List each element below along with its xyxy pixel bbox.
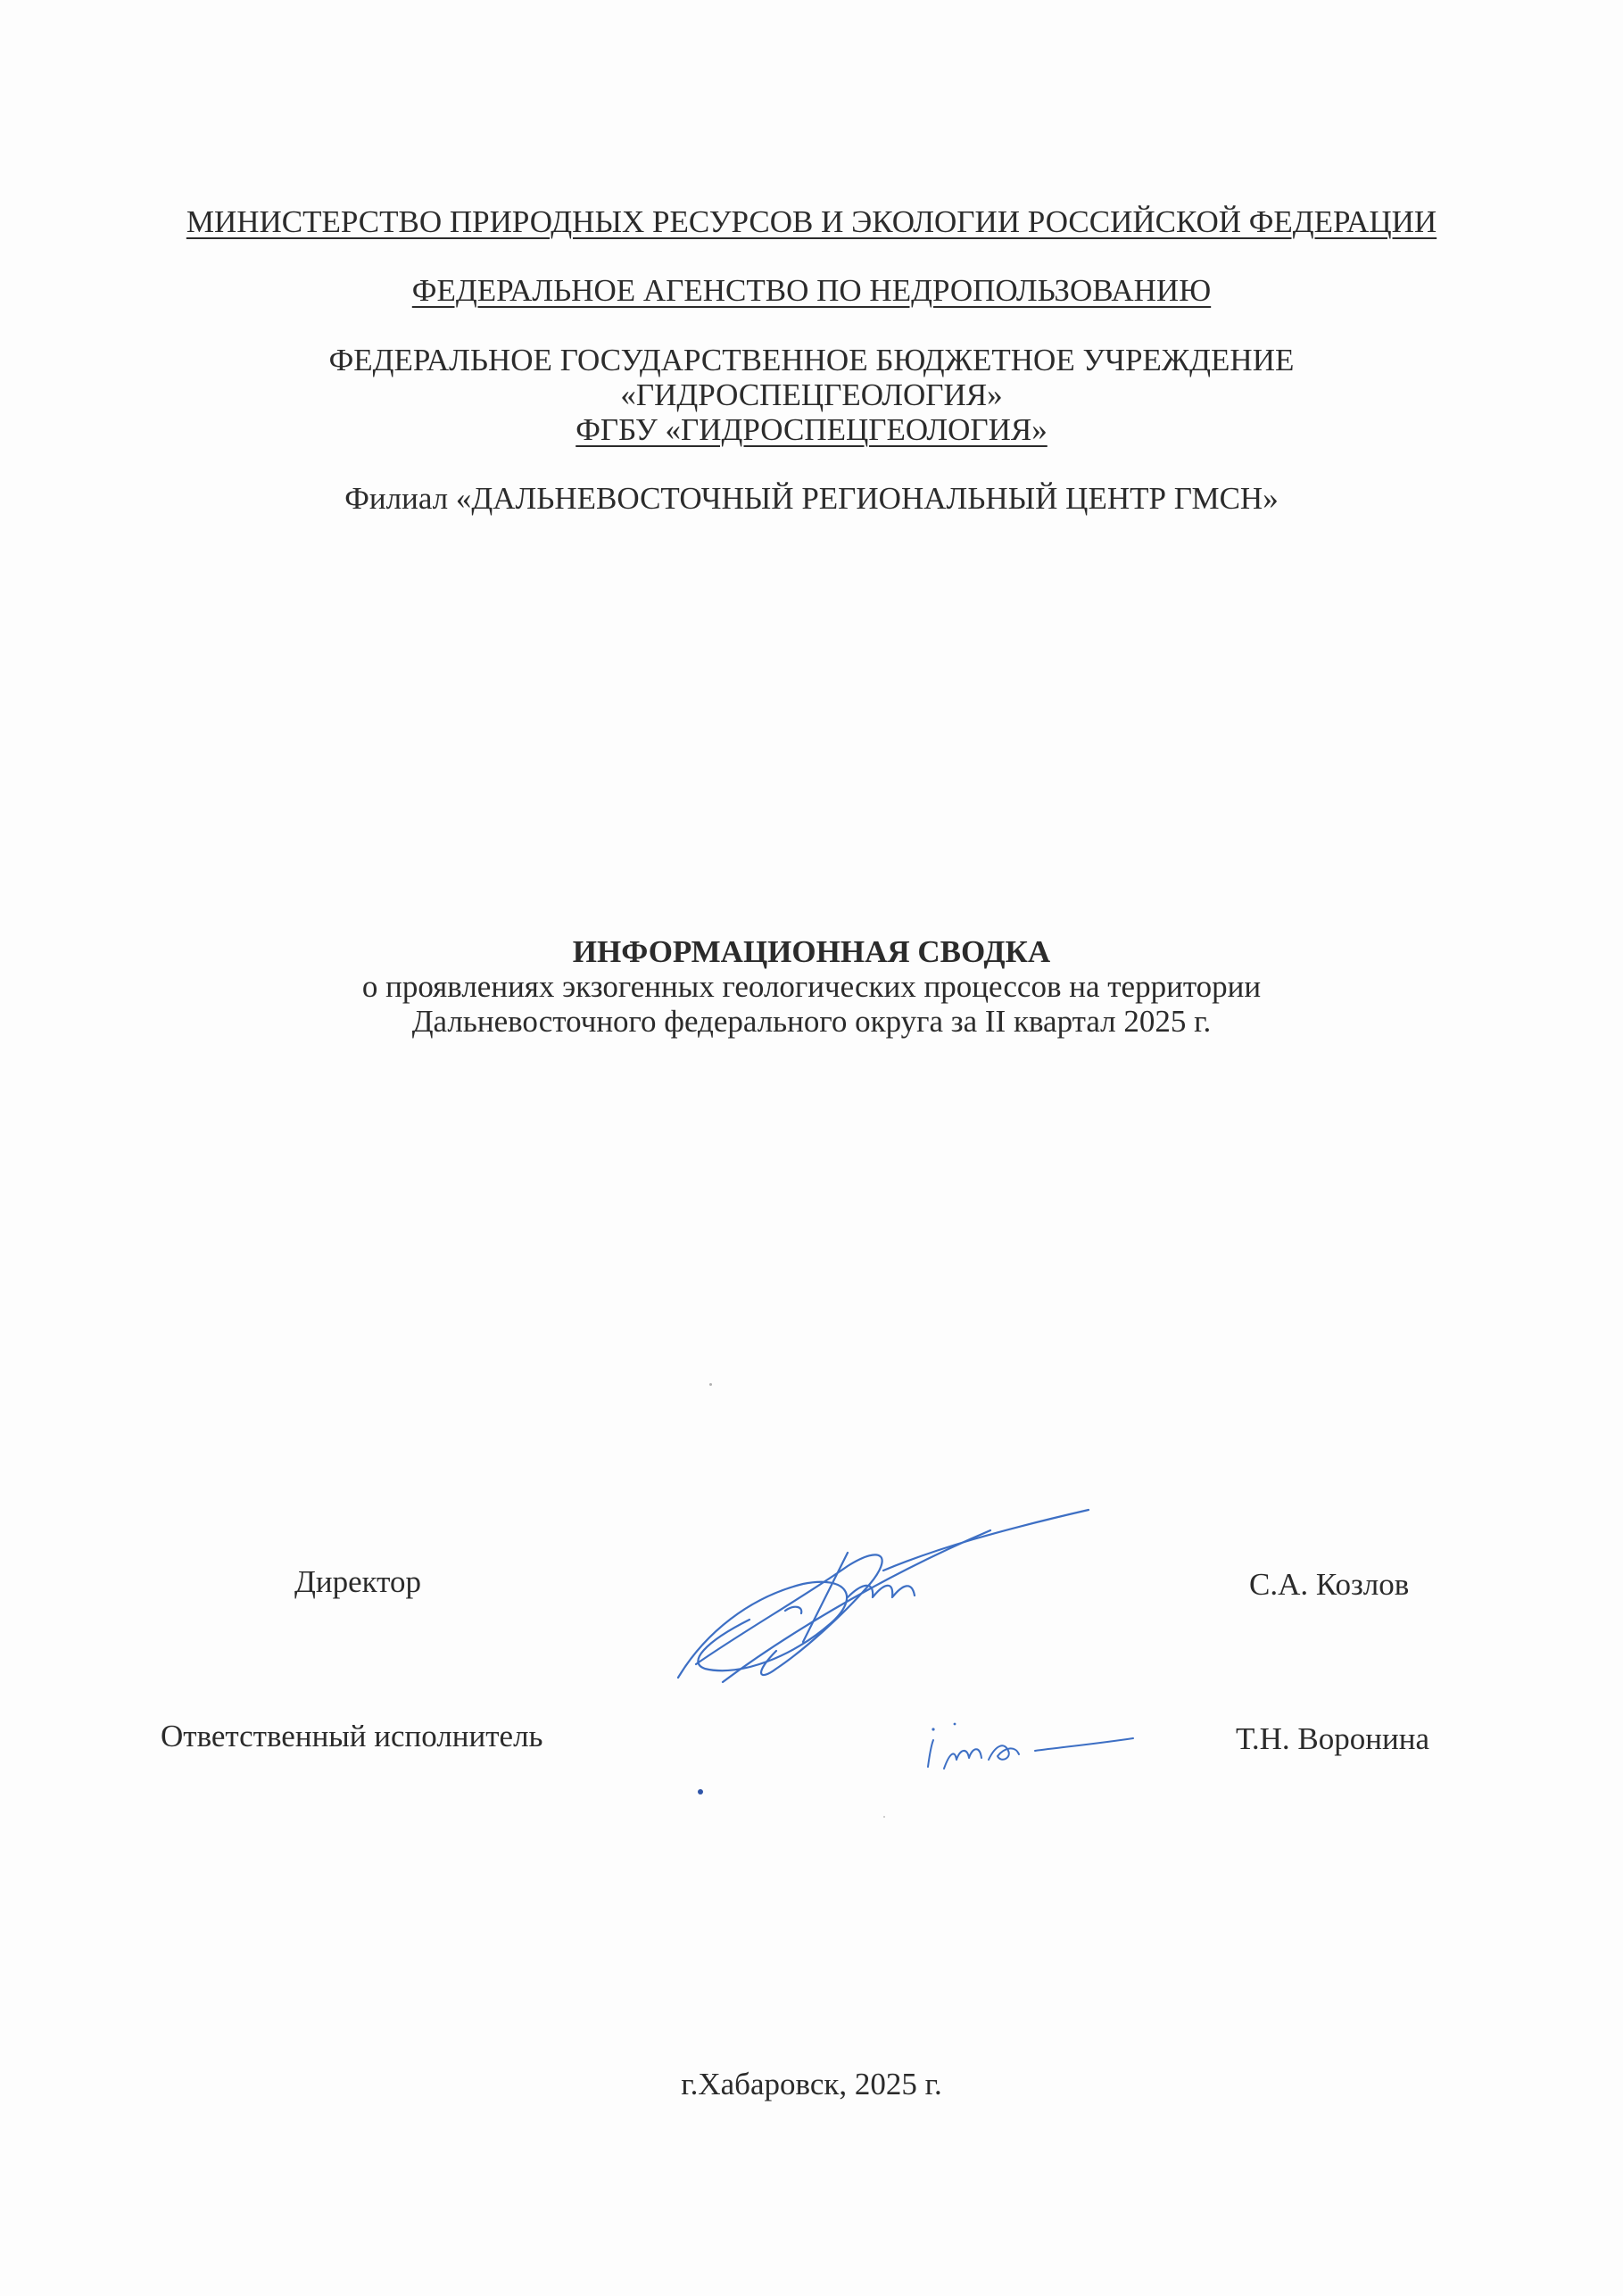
ministry-heading: МИНИСТЕРСТВО ПРИРОДНЫХ РЕСУРСОВ И ЭКОЛОГИИ РОССИЙСКОЙ ФЕДЕРАЦИИ <box>186 204 1437 239</box>
document-title: ИНФОРМАЦИОННАЯ СВОДКА <box>572 934 1051 969</box>
document-subtitle-line2: Дальневосточного федерального округа за II квартал 2025 г. <box>411 1004 1212 1039</box>
institution-short-name: ФГБУ «ГИДРОСПЕЦГЕОЛОГИЯ» <box>576 412 1047 447</box>
director-label: Директор <box>294 1564 422 1599</box>
ink-speck <box>698 1789 703 1795</box>
institution-heading-line1: ФЕДЕРАЛЬНОЕ ГОСУДАРСТВЕННОЕ БЮДЖЕТНОЕ УЧРЕЖДЕНИЕ <box>328 343 1295 377</box>
director-signature <box>669 1499 1097 1695</box>
director-name: С.А. Козлов <box>1249 1567 1410 1602</box>
branch-heading: Филиал «ДАЛЬНЕВОСТОЧНЫЙ РЕГИОНАЛЬНЫЙ ЦЕНТР ГМСН» <box>344 481 1279 516</box>
institution-heading-line2: «ГИДРОСПЕЦГЕОЛОГИЯ» <box>620 377 1003 412</box>
document-subtitle-line1: о проявлениях экзогенных геологических процессов на территории <box>361 969 1262 1004</box>
executor-signature <box>919 1704 1151 1785</box>
place-date: г.Хабаровск, 2025 г. <box>681 2067 942 2101</box>
agency-heading: ФЕДЕРАЛЬНОЕ АГЕНСТВО ПО НЕДРОПОЛЬЗОВАНИЮ <box>411 273 1212 308</box>
scan-speck <box>883 1816 885 1818</box>
executor-name: Т.Н. Воронина <box>1236 1721 1429 1756</box>
executor-label: Ответственный исполнитель <box>161 1719 543 1753</box>
scan-speck <box>709 1383 712 1386</box>
